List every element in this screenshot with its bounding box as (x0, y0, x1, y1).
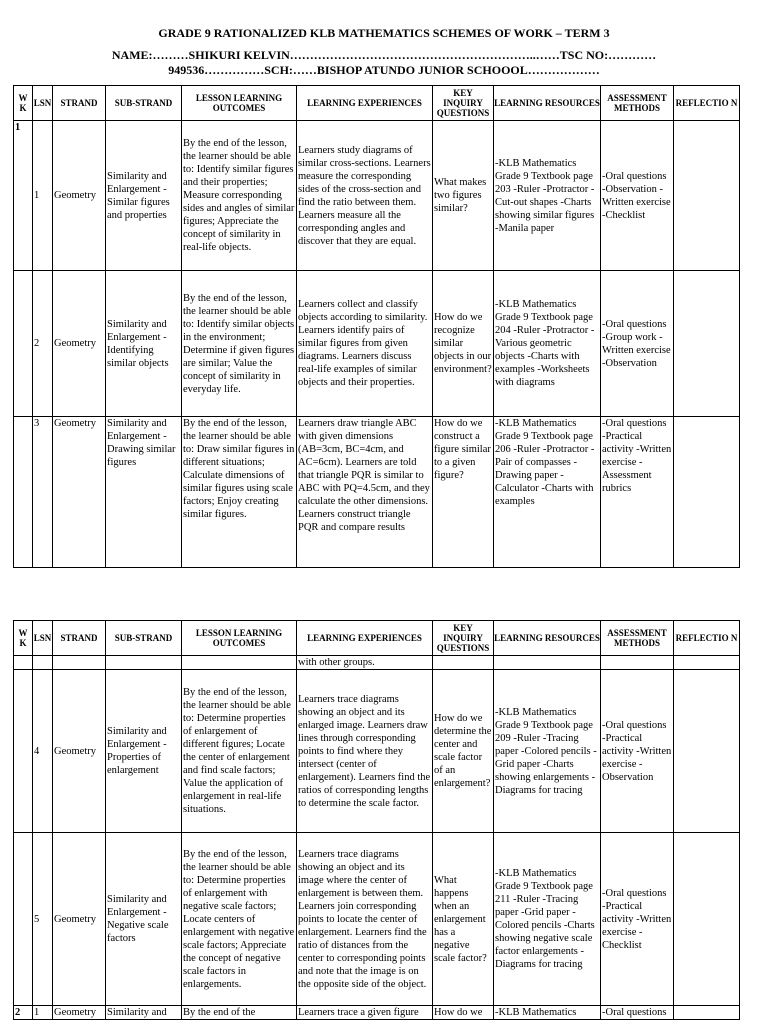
table-row (14, 670, 740, 833)
header-reflection: REFLECTIO N (674, 86, 740, 121)
cell-experiences: Learners collect and classify objects according to similarity. Learners identify pairs of similar figures from given diagrams. Learners discuss real-life examples of similar objects and their properties. (297, 271, 433, 417)
header-experiences: LEARNING EXPERIENCES (297, 86, 433, 121)
cell-experiences-continuation: with other groups. (297, 656, 433, 670)
cell-experiences: Learners trace diagrams showing an object and its enlarged image. Learners draw lines through corresponding points to find where they intersect (center of enlargement). Learners find the ratios of corresponding lengths to determine the scale factor. (297, 670, 433, 833)
cell-lsn: 2 (33, 271, 53, 417)
cell-sub-strand: Similarity and Enlargement - Drawing similar figures (106, 417, 182, 568)
cell-assessment: -Oral questions -Practical activity -Written exercise -Checklist (601, 833, 674, 1006)
cell-lsn: 1 (33, 1006, 53, 1020)
header-questions: KEY INQUIRY QUESTIONS (433, 86, 494, 121)
cell-assessment: -Oral questions (601, 1006, 674, 1020)
header-resources: LEARNING RESOURCES (494, 86, 601, 121)
cell-lsn: 5 (33, 833, 53, 1006)
header-experiences: LEARNING EXPERIENCES (297, 621, 433, 656)
cell-questions: What makes two figures similar? (433, 121, 494, 271)
cell-sub-strand: Similarity and Enlargement - Identifying similar objects (106, 271, 182, 417)
scheme-table-2 (13, 620, 740, 1020)
cell-assessment: -Oral questions -Practical activity -Written exercise -Assessment rubrics (601, 417, 674, 568)
cell-questions: How do we recognize similar objects in our environment? (433, 271, 494, 417)
cell-sub-strand: Similarity and Enlargement - Negative scale factors (106, 833, 182, 1006)
table-row (14, 833, 740, 1006)
cell-assessment: -Oral questions -Practical activity -Written exercise -Observation (601, 670, 674, 833)
scheme-table-1 (13, 85, 740, 568)
cell-questions (433, 656, 494, 670)
cell-resources: -KLB Mathematics Grade 9 Textbook page 204 -Ruler -Protractor -Various geometric objects -Charts with examples -Worksheets with diagrams (494, 271, 601, 417)
cell-lsn (33, 656, 53, 670)
cell-assessment: -Oral questions -Group work -Written exercise -Observation (601, 271, 674, 417)
cell-reflection (674, 121, 740, 271)
cell-resources (494, 656, 601, 670)
document-title-line1: GRADE 9 RATIONALIZED KLB MATHEMATICS SCHEMES OF WORK – TERM 3 (158, 26, 610, 40)
cell-questions: How do we construct a figure similar to a given figure? (433, 417, 494, 568)
cell-wk (14, 670, 33, 833)
header-lsn: LSN (33, 86, 53, 121)
cell-strand: Geometry (53, 271, 106, 417)
cell-wk (14, 271, 33, 417)
cell-reflection (674, 1006, 740, 1020)
cell-questions: How do we (433, 1006, 494, 1020)
cell-reflection (674, 417, 740, 568)
header-outcomes: LESSON LEARNING OUTCOMES (182, 86, 297, 121)
cell-wk (14, 656, 33, 670)
cell-resources: -KLB Mathematics Grade 9 Textbook page 203 -Ruler -Protractor -Cut-out shapes -Charts showing similar figures -Manila paper (494, 121, 601, 271)
cell-wk (14, 417, 33, 568)
cell-lsn: 4 (33, 670, 53, 833)
cell-assessment: -Oral questions -Observation -Written exercise -Checklist (601, 121, 674, 271)
cell-assessment (601, 656, 674, 670)
cell-resources: -KLB Mathematics Grade 9 Textbook page 206 -Ruler -Protractor -Pair of compasses -Drawing paper -Calculator -Charts with examples (494, 417, 601, 568)
cell-resources: -KLB Mathematics Grade 9 Textbook page 209 -Ruler -Tracing paper -Colored pencils -Grid paper -Charts showing enlargements -Diagrams for tracing (494, 670, 601, 833)
cell-reflection (674, 271, 740, 417)
cell-experiences: Learners study diagrams of similar cross-sections. Learners measure the corresponding sides of the cross-section and find the ratio between them. Learners measure all the corresponding angles and discover that they are equal. (297, 121, 433, 271)
header-outcomes: LESSON LEARNING OUTCOMES (182, 621, 297, 656)
header-strand: STRAND (53, 86, 106, 121)
cell-questions: What happens when an enlargement has a negative scale factor? (433, 833, 494, 1006)
cell-reflection (674, 833, 740, 1006)
header-strand: STRAND (53, 621, 106, 656)
table-header-row (14, 86, 740, 121)
table-row (14, 1006, 740, 1020)
cell-strand: Geometry (53, 670, 106, 833)
cell-sub-strand: Similarity and (106, 1006, 182, 1020)
header-assessment: ASSESSMENT METHODS (601, 86, 674, 121)
cell-questions: How do we determine the center and scale factor of an enlargement? (433, 670, 494, 833)
cell-resources: -KLB Mathematics Grade 9 Textbook page 211 -Ruler -Tracing paper -Grid paper -Colored pencils -Charts showing negative scale factor enlargements -Diagrams for tracing (494, 833, 601, 1006)
cell-outcomes: By the end of the lesson, the learner should be able to: Identify similar figures and their properties; Measure corresponding sides and angles of similar figures; Appreciate the concept of similarity in real-life objects. (182, 121, 297, 271)
document-title-line3: 949536……………SCH:……BISHOP ATUNDO JUNIOR SCHOOOL……………… (168, 63, 600, 77)
cell-wk (14, 833, 33, 1006)
cell-experiences: Learners draw triangle ABC with given dimensions (AB=3cm, BC=4cm, and AC=6cm). Learners are told that triangle PQR is similar to ABC with PQ=4.5cm, and they calculate the other dimensions. Learners construct triangle PQR and compare results (297, 417, 433, 568)
cell-experiences: Learners trace diagrams showing an object and its image where the center of enlargement is between them. Learners join corresponding points to locate the center of enlargement. Learners find the ratio of distances from the center to corresponding points and note that the image is on the opposite side of the object. (297, 833, 433, 1006)
table-row (14, 121, 740, 271)
cell-strand: Geometry (53, 833, 106, 1006)
cell-wk: 1 (14, 121, 33, 271)
cell-outcomes (182, 656, 297, 670)
cell-sub-strand (106, 656, 182, 670)
cell-sub-strand: Similarity and Enlargement - Properties of enlargement (106, 670, 182, 833)
header-questions: KEY INQUIRY QUESTIONS (433, 621, 494, 656)
cell-reflection (674, 656, 740, 670)
cell-lsn: 1 (33, 121, 53, 271)
cell-outcomes: By the end of the (182, 1006, 297, 1020)
cell-reflection (674, 670, 740, 833)
cell-outcomes: By the end of the lesson, the learner should be able to: Determine properties of enlargement with negative scale factors; Locate centers of enlargement with negative scale factors; Appreciate the concept of negative scale factors in enlargements. (182, 833, 297, 1006)
cell-experiences: Learners trace a given figure (297, 1006, 433, 1020)
cell-strand (53, 656, 106, 670)
cell-wk: 2 (14, 1006, 33, 1020)
header-reflection: REFLECTIO N (674, 621, 740, 656)
header-resources: LEARNING RESOURCES (494, 621, 601, 656)
header-sub-strand: SUB-STRAND (106, 621, 182, 656)
header-sub-strand: SUB-STRAND (106, 86, 182, 121)
header-assessment: ASSESSMENT METHODS (601, 621, 674, 656)
cell-lsn: 3 (33, 417, 53, 568)
table-row (14, 271, 740, 417)
cell-strand: Geometry (53, 1006, 106, 1020)
cell-outcomes: By the end of the lesson, the learner should be able to: Draw similar figures in different situations; Calculate dimensions of similar figures using scale factors; Enjoy creating similar figures. (182, 417, 297, 568)
header-wk: W K (14, 86, 33, 121)
cell-resources: -KLB Mathematics (494, 1006, 601, 1020)
cell-outcomes: By the end of the lesson, the learner should be able to: Determine properties of enlargement of different figures; Locate the center of enlargement and find scale factors; Value the application of enlargement in real-life situations. (182, 670, 297, 833)
header-lsn: LSN (33, 621, 53, 656)
cell-strand: Geometry (53, 121, 106, 271)
header-wk: W K (14, 621, 33, 656)
cell-strand: Geometry (53, 417, 106, 568)
continuation-row (14, 656, 740, 670)
document-title-line2: NAME:………SHIKURI KELVIN……………………………………………………..……TSC NO:………… (111, 48, 657, 62)
cell-sub-strand: Similarity and Enlargement - Similar figures and properties (106, 121, 182, 271)
table-row (14, 417, 740, 568)
table-header-row (14, 621, 740, 656)
cell-outcomes: By the end of the lesson, the learner should be able to: Identify similar objects in the environment; Determine if given figures are similar; Value the concept of similarity in everyday life. (182, 271, 297, 417)
